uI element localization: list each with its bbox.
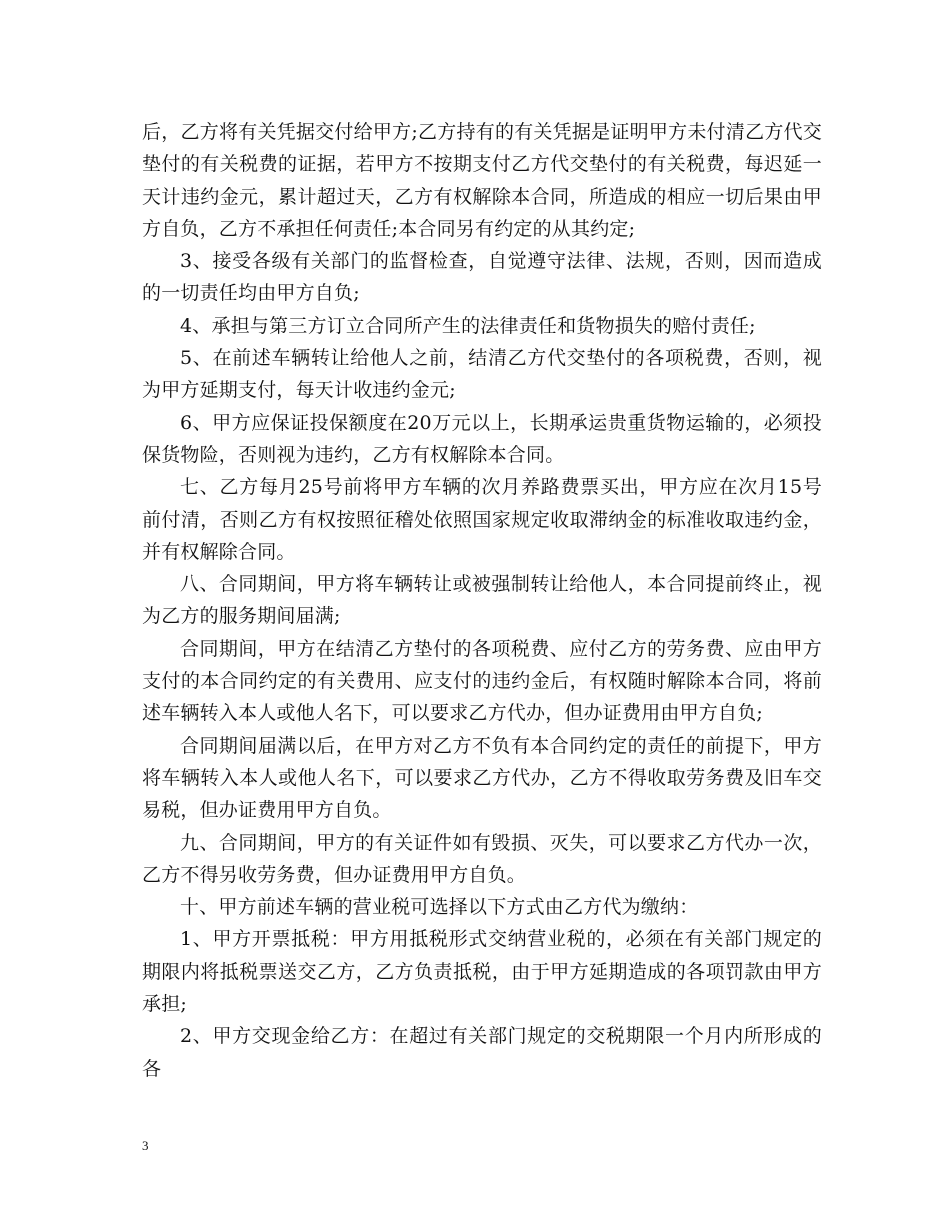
- paragraph: 2、甲方交现金给乙方：在超过有关部门规定的交税期限一个月内所形成的各: [142, 1025, 822, 1080]
- page-number: 3: [142, 1138, 149, 1153]
- paragraph: 七、乙方每月25号前将甲方车辆的次月养路费票买出，甲方应在次月15号前付清，否则乙方有权按照征稽处依照国家规定收取滞纳金的标准收取违约金，并有权解除合同。: [142, 476, 822, 563]
- document-body: [142, 116, 822, 1085]
- paragraph: 八、合同期间，甲方将车辆转让或被强制转让给他人，本合同提前终止，视为乙方的服务期间届满;: [142, 573, 822, 628]
- paragraph: 十、甲方前述车辆的营业税可选择以下方式由乙方代为缴纳：: [180, 896, 699, 919]
- paragraph: 后，乙方将有关凭据交付给甲方;乙方持有的有关凭据是证明甲方未付清乙方代交垫付的有关税费的证据，若甲方不按期支付乙方代交垫付的有关税费，每迟延一天计违约金元，累计超过天，乙方有权解除本合同，所造成的相应一切后果由甲方自负，乙方不承担任何责任;本合同另有约定的从其约定;: [142, 121, 822, 240]
- paragraph: 1、甲方开票抵税：甲方用抵税形式交纳营业税的，必须在有关部门规定的期限内将抵税票送交乙方，乙方负责抵税，由于甲方延期造成的各项罚款由甲方承担;: [142, 928, 822, 1016]
- paragraph: 3、接受各级有关部门的监督检查，自觉遵守法律、法规，否则，因而造成的一切责任均由甲方自负;: [142, 250, 822, 305]
- paragraph: 5、在前述车辆转让给他人之前，结清乙方代交垫付的各项税费，否则，视为甲方延期支付，每天计收违约金元;: [142, 347, 822, 402]
- paragraph: 4、承担与第三方订立合同所产生的法律责任和货物损失的赔付责任;: [180, 314, 756, 337]
- paragraph: 合同期间，甲方在结清乙方垫付的各项税费、应付乙方的劳务费、应由甲方支付的本合同约定的有关费用、应支付的违约金后，有权随时解除本合同，将前述车辆转入本人或他人名下，可以要求乙方代办，但办证费用由甲方自负;: [142, 637, 822, 725]
- paragraph: 合同期间届满以后，在甲方对乙方不负有本合同约定的责任的前提下，甲方将车辆转入本人或他人名下，可以要求乙方代办，乙方不得收取劳务费及旧车交易税，但办证费用甲方自负。: [142, 734, 822, 822]
- paragraph: 九、合同期间，甲方的有关证件如有毁损、灭失，可以要求乙方代办一次，乙方不得另收劳务费，但办证费用甲方自负。: [142, 831, 822, 886]
- paragraph: 6、甲方应保证投保额度在20万元以上，长期承运贵重货物运输的，必须投保货物险，否则视为违约，乙方有权解除本合同。: [142, 411, 822, 466]
